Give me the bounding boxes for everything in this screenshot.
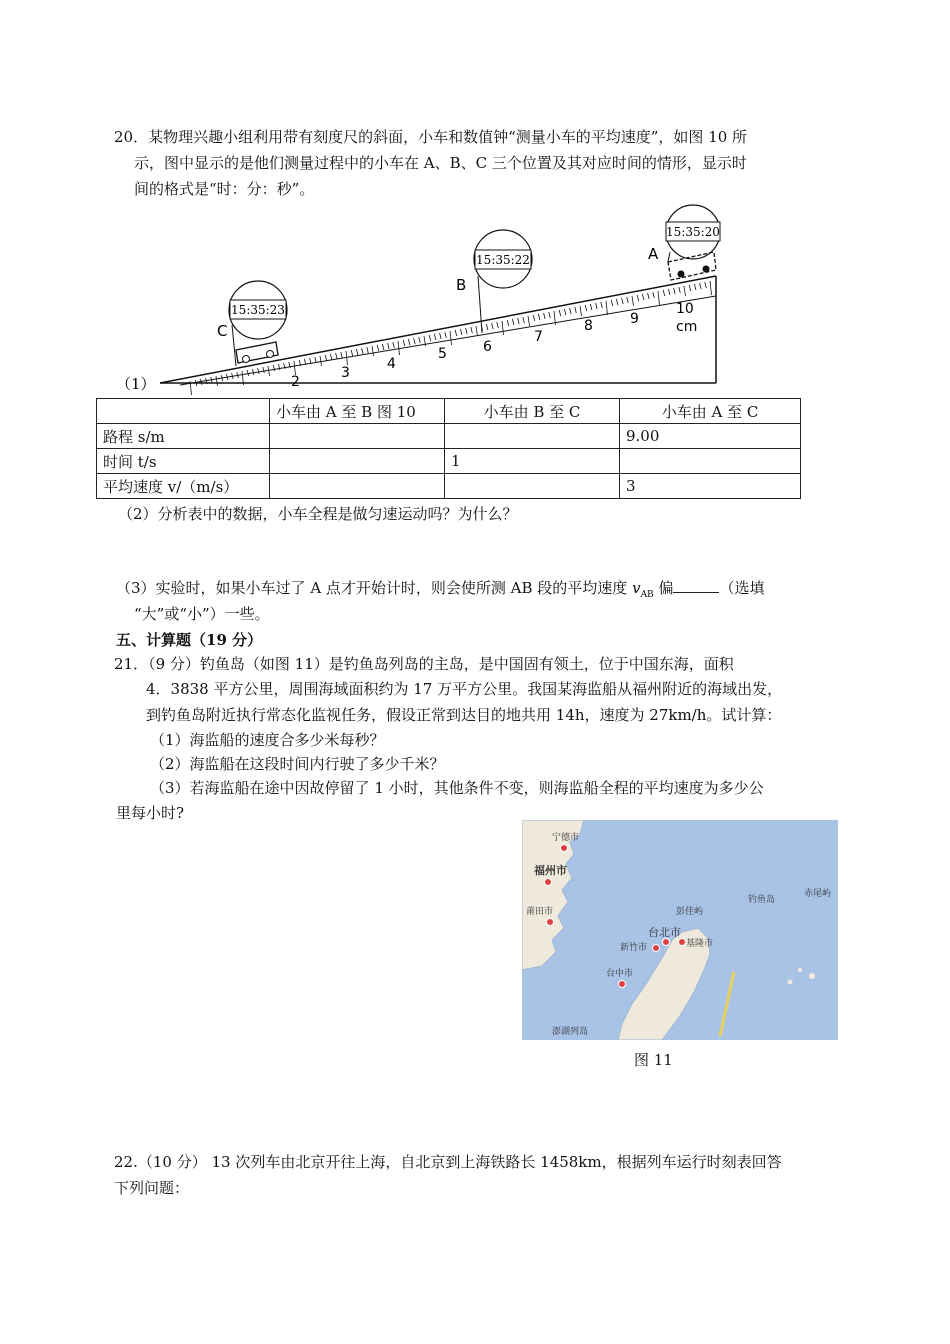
- clock-time-b: 15:35:22: [476, 253, 530, 267]
- ruler-tick: [668, 289, 670, 295]
- ruler-number-6: 6: [483, 339, 492, 355]
- city-dot: [560, 844, 568, 852]
- ruler-tick: [263, 367, 265, 373]
- table-header-cell: [97, 399, 270, 424]
- map-label-keelung: 基隆市: [686, 939, 714, 949]
- pointer-c: [232, 325, 236, 366]
- ruler-tick: [559, 310, 561, 316]
- incline-figure: [0, 0, 950, 400]
- ruler-tick: [653, 292, 655, 298]
- cell-ab: [270, 424, 445, 449]
- table-header-cell: [270, 399, 445, 424]
- ruler-tick: [434, 334, 436, 340]
- table-row: [97, 474, 801, 499]
- ruler-number-9: 9: [630, 311, 639, 327]
- ruler-tick: [388, 343, 390, 349]
- table-row: [97, 424, 801, 449]
- ruler-tick: [247, 370, 249, 376]
- incline-slope: [160, 276, 716, 383]
- ruler-tick: [710, 281, 712, 295]
- row-label: 时间 t/s: [97, 449, 270, 474]
- label-c: C: [217, 322, 228, 340]
- ruler-tick: [476, 326, 478, 336]
- ruler-tick: [497, 322, 499, 328]
- ruler-tick: [403, 340, 405, 346]
- ruler-tick: [398, 341, 400, 355]
- map-label-taipei: 台北市: [648, 926, 681, 939]
- ruler-tick: [419, 337, 421, 343]
- ruler-tick: [362, 348, 364, 354]
- ruler-tick: [346, 351, 348, 365]
- ruler-tick: [258, 368, 260, 374]
- ruler-tick: [637, 295, 639, 301]
- ruler-tick: [372, 346, 374, 356]
- ruler-tick: [502, 321, 504, 335]
- part3-sub: AB: [640, 590, 654, 600]
- ruler-tick: [408, 339, 410, 345]
- ruler-tick: [356, 349, 358, 355]
- ruler-tick: [507, 320, 509, 326]
- ruler-tick: [320, 356, 322, 366]
- ruler-ticks: [190, 281, 712, 395]
- q20-part2: （2）分析表中的数据，小车全程是做匀速运动吗？为什么？: [118, 505, 518, 523]
- map-label-pengjiayu: 彭佳屿: [676, 907, 704, 917]
- ruler-tick: [414, 338, 416, 344]
- table-row: [97, 449, 801, 474]
- q21-line1: 21．（9 分）钓鱼岛（如图 11）是钓鱼岛列岛的主岛，是中国固有领土，位于中国东海，面积: [114, 655, 734, 673]
- row-label: 路程 s/m: [97, 424, 270, 449]
- map-label-hsinchu: 新竹市: [620, 943, 648, 953]
- cell-ab: [270, 474, 445, 499]
- table-header-row: [97, 399, 801, 424]
- row-label: 平均速度 v/（m/s）: [97, 474, 270, 499]
- part1-label: （1）: [116, 375, 156, 393]
- ruler-tick: [570, 308, 572, 314]
- map-figure: [522, 820, 838, 1040]
- q20-line3: 间的格式是“时：分：秒”。: [134, 180, 315, 198]
- ruler-tick: [611, 300, 613, 306]
- ruler-tick: [632, 296, 634, 306]
- ruler-tick: [674, 288, 676, 294]
- map-label-penghu: 澎湖列岛: [552, 1027, 589, 1037]
- ruler-tick: [606, 301, 608, 315]
- ruler-tick: [330, 354, 332, 360]
- ruler-tick: [455, 330, 457, 336]
- ruler-tick: [694, 284, 696, 290]
- q21-sub1: （1）海监船的速度合多少米每秒？: [150, 731, 385, 749]
- ruler-tick: [450, 331, 452, 345]
- ruler-tick: [294, 361, 296, 375]
- pointer-b: [478, 276, 482, 333]
- header-ab: 小车由 A 至 B: [276, 402, 373, 421]
- city-dot: [544, 878, 552, 886]
- map-label-fuzhou: 福州市: [534, 864, 567, 877]
- ruler-tick: [575, 307, 577, 313]
- ruler-tick: [466, 328, 468, 334]
- part3-text-a: （3）实验时，如果小车过了 A 点才开始计时，则会使所测 AB 段的平均速度: [116, 579, 633, 597]
- map-label-chiweiyu: 赤尾屿: [804, 889, 832, 899]
- ruler-tick: [684, 286, 686, 296]
- ruler-tick: [252, 369, 254, 375]
- ruler-tick: [440, 333, 442, 339]
- ruler-tick: [679, 287, 681, 293]
- car-c: [236, 342, 278, 363]
- ruler-number-10: 10: [676, 301, 694, 317]
- ruler-tick: [642, 294, 644, 300]
- ruler-tick: [393, 342, 395, 348]
- ruler-tick: [351, 350, 353, 356]
- ruler-tick: [273, 365, 275, 371]
- ruler-tick: [648, 293, 650, 299]
- ruler-tick: [549, 312, 551, 318]
- ruler-tick: [616, 299, 618, 305]
- ruler-tick: [564, 309, 566, 315]
- ruler-tick: [523, 317, 525, 323]
- q21-sub3-line2: 里每小时?: [116, 804, 185, 822]
- ruler-tick: [429, 335, 431, 341]
- map-label-ningde: 宁德市: [552, 833, 580, 843]
- q20-line2: 示，图中显示的是他们测量过程中的小车在 A、B、C 三个位置及其对应时间的情形，显示时: [134, 154, 747, 172]
- ruler-tick: [268, 366, 270, 376]
- ruler-tick: [460, 329, 462, 335]
- ruler-tick: [601, 302, 603, 308]
- cell-bc: [445, 474, 620, 499]
- cell-bc: 1: [445, 449, 620, 474]
- map-label-taichung: 台中市: [606, 969, 634, 979]
- city-dot: [546, 918, 554, 926]
- ruler-tick: [518, 318, 520, 324]
- ruler-tick: [445, 332, 447, 338]
- ruler-tick: [596, 303, 598, 309]
- ruler-tick: [658, 291, 660, 305]
- city-dot: [618, 980, 626, 988]
- ruler-tick: [627, 297, 629, 303]
- ruler-tick: [336, 353, 338, 359]
- ruler-tick: [512, 319, 514, 325]
- cell-ab: [270, 449, 445, 474]
- cell-ac: [620, 449, 801, 474]
- ruler-tick: [585, 305, 587, 311]
- q22-line1: 22.（10 分） 13 次列车由北京开往上海，自北京到上海铁路长 1458km，根据列车运行时刻表回答: [114, 1153, 782, 1171]
- cell-ac: 3: [620, 474, 801, 499]
- ruler-tick: [538, 314, 540, 320]
- clock-time-c: 15:35:23: [231, 303, 285, 317]
- cell-bc: [445, 424, 620, 449]
- ruler-number-3: 3: [341, 365, 350, 381]
- part3-v: v: [632, 579, 641, 597]
- ruler-tick: [700, 283, 702, 289]
- ruler-tick: [492, 323, 494, 329]
- ruler-tick: [367, 347, 369, 353]
- answer-blank[interactable]: [673, 578, 719, 593]
- ruler-tick: [382, 344, 384, 350]
- section5-heading: 五、计算题（19 分）: [116, 631, 263, 649]
- cell-ac: 9.00: [620, 424, 801, 449]
- ruler-tick: [580, 306, 582, 316]
- ruler-tick: [486, 324, 488, 330]
- q20-part3: [116, 577, 764, 606]
- label-a: A: [648, 245, 659, 263]
- clock-time-a: 15:35:20: [666, 225, 720, 239]
- results-table: [96, 398, 801, 499]
- table-header-cell: 小车由 B 至 C: [445, 399, 620, 424]
- part3-text-b: 偏: [653, 579, 674, 597]
- q21-line3: 到钓鱼岛附近执行常态化监视任务，假设正常到达目的地共用 14h，速度为 27km/h。试计算：: [146, 706, 782, 724]
- q21-line2: 4．3838 平方公里，周围海域面积约为 17 万平方公里。我国某海监船从福州附近的海域出发，: [146, 680, 783, 698]
- q22-line2: 下列问题：: [114, 1179, 190, 1197]
- car-a: [668, 252, 716, 280]
- ruler-tick: [590, 304, 592, 310]
- ruler-tick: [216, 376, 218, 386]
- ruler-number-8: 8: [584, 318, 593, 334]
- figure11-caption: 图 11: [634, 1051, 673, 1069]
- ruler-tick: [325, 355, 327, 361]
- ruler-tick: [622, 298, 624, 304]
- ruler-tick: [341, 352, 343, 358]
- city-dot: [652, 944, 660, 952]
- label-b: B: [456, 276, 467, 294]
- q21-sub2: （2）海监船在这段时间内行驶了多少千米？: [150, 755, 445, 773]
- ruler-number-4: 4: [387, 356, 396, 372]
- ruler-tick: [544, 313, 546, 319]
- ruler-number-5: 5: [438, 346, 447, 362]
- table-header-cell: 小车由 A 至 C: [620, 399, 801, 424]
- map-label-diaoyudao: 钓鱼岛: [748, 895, 776, 905]
- q21-sub3-line1: （3）若海监船在途中因故停留了 1 小时，其他条件不变，则海监船全程的平均速度为多少公: [150, 779, 764, 797]
- ruler-number-7: 7: [534, 329, 543, 345]
- figure10-caption: 图 10: [376, 402, 416, 421]
- ruler-unit: cm: [676, 319, 698, 335]
- ruler-tick: [705, 282, 707, 288]
- ruler-tick: [528, 316, 530, 326]
- ruler-tick: [689, 285, 691, 291]
- map-label-putian: 莆田市: [526, 907, 554, 917]
- ruler-tick: [533, 315, 535, 321]
- part3-text-c: （选填: [719, 579, 765, 597]
- ruler-tick: [663, 290, 665, 296]
- ruler-tick: [471, 327, 473, 333]
- ruler-number-2: 2: [291, 374, 300, 390]
- q20-part3-line2: “大”或“小”）一些。: [134, 605, 270, 623]
- ruler-tick: [377, 345, 379, 351]
- q20-line1: 20．某物理兴趣小组利用带有刻度尺的斜面，小车和数值钟“测量小车的平均速度”，如图 10 所: [114, 128, 748, 146]
